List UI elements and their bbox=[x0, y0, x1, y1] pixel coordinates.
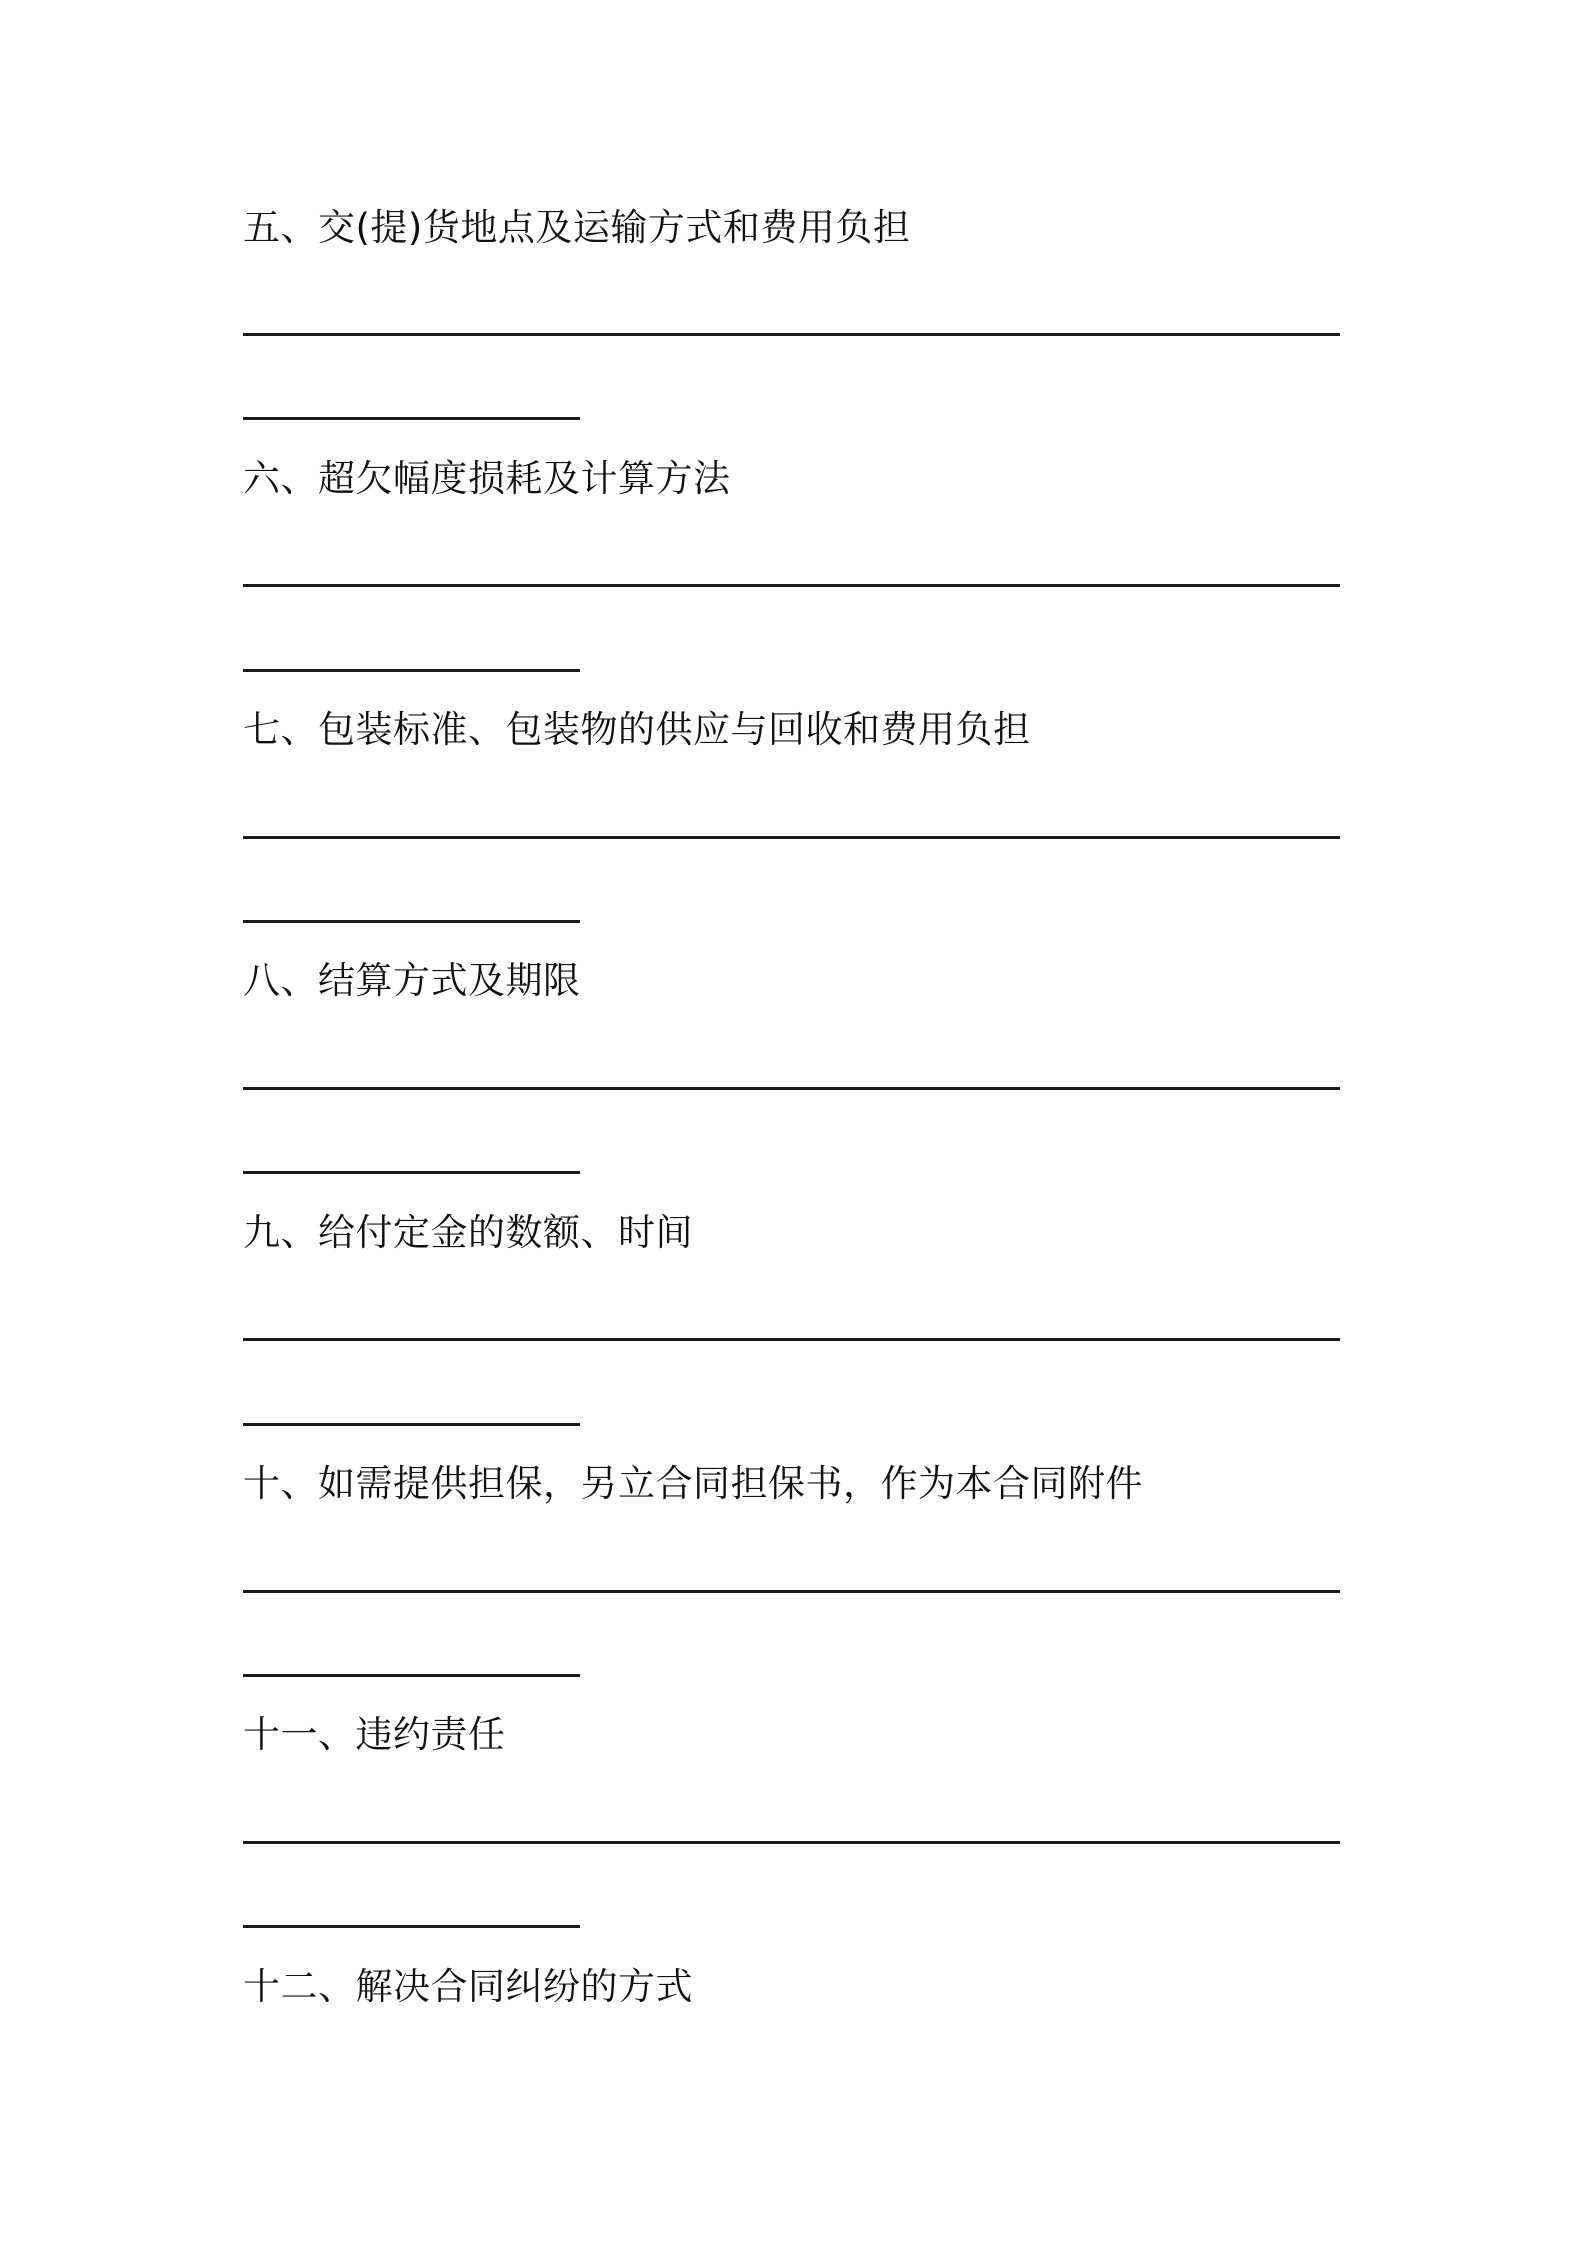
fill-in-line-short bbox=[243, 669, 580, 672]
section-heading-5: 五、交(提)货地点及运输方式和费用负担 bbox=[243, 206, 911, 249]
section-heading-6: 六、超欠幅度损耗及计算方法 bbox=[243, 457, 731, 500]
fill-in-line-short bbox=[243, 1674, 580, 1677]
fill-in-line-short bbox=[243, 417, 580, 420]
section-heading-11: 十一、违约责任 bbox=[243, 1713, 506, 1756]
fill-in-line bbox=[243, 1590, 1340, 1593]
fill-in-line-short bbox=[243, 1423, 580, 1426]
fill-in-line bbox=[243, 1338, 1340, 1341]
fill-in-line bbox=[243, 333, 1340, 336]
fill-in-line-short bbox=[243, 1171, 580, 1174]
section-heading-7: 七、包装标准、包装物的供应与回收和费用负担 bbox=[243, 708, 1031, 751]
section-heading-8: 八、结算方式及期限 bbox=[243, 959, 581, 1002]
section-heading-12: 十二、解决合同纠纷的方式 bbox=[243, 1965, 693, 2008]
fill-in-line bbox=[243, 1841, 1340, 1844]
fill-in-line bbox=[243, 836, 1340, 839]
fill-in-line bbox=[243, 584, 1340, 587]
fill-in-line-short bbox=[243, 920, 580, 923]
fill-in-line-short bbox=[243, 1925, 580, 1928]
fill-in-line bbox=[243, 1087, 1340, 1090]
section-heading-9: 九、给付定金的数额、时间 bbox=[243, 1211, 693, 1254]
section-heading-10: 十、如需提供担保，另立合同担保书，作为本合同附件 bbox=[243, 1462, 1143, 1505]
